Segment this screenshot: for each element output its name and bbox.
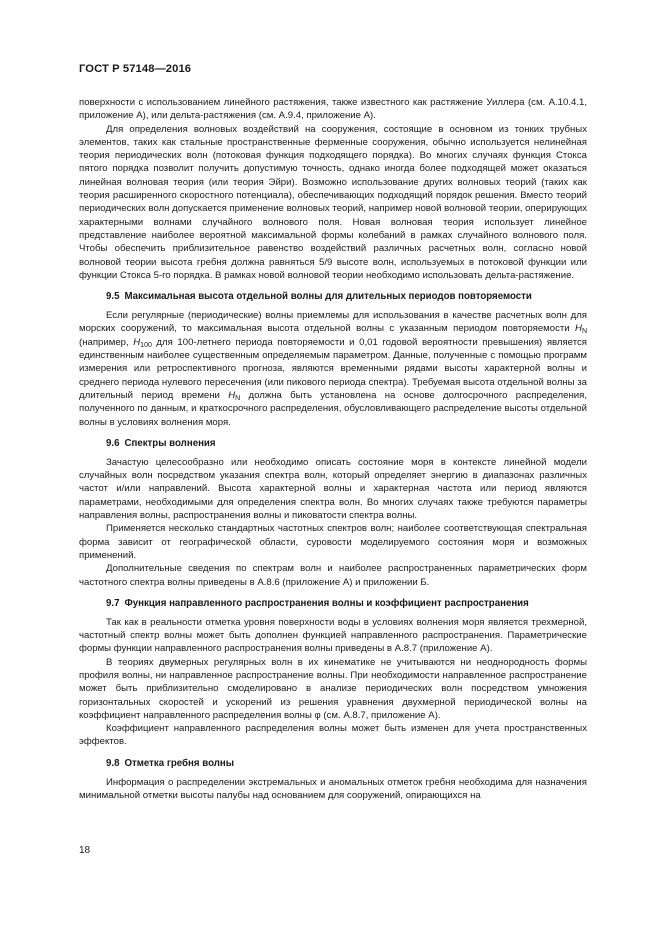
text-run: (например,	[79, 336, 134, 348]
math-symbol: H	[133, 336, 141, 348]
document-header: ГОСТ Р 57148—2016	[79, 63, 192, 75]
section-title: Отметка гребня волны	[124, 757, 235, 769]
paragraph: Для определения волновых воздействий на сооружения, состоящие в основном из тонких трубных элементов, таких как стальные пространственные ферменные сооружения, обычно используется нелинейная теория периодических волн (потоковая функция подходящего порядка). Во многих случаях функция Стокса пятого порядка позволит получить допустимую точность, однако иногда более подходящей может оказаться линейная волновая теория (или теория Эйри). Возможно использование других волновых теорий (таких как теория расширенного скоростного потенциала), обеспечивающих подходящий порядок решения. Вместо теорий периодических волн допускается применение волновых теорий, например новой волновой теории, оперирующих характерными волнами случайного волнового поля. Новая волновая теория использует линейное представление наиболее вероятной максимальной формы колебаний в рамках случайного волнового поля. Чтобы обеспечить приблизительное равенство воздействий различных расчетных волн, согласно новой волновой теории высота гребня должна равняться 5/9 высоте волн, используемых в потоковой функции или функции Стокса 5-го порядка. В рамках новой волновой теории необходимо использовать дельта-растяжение.	[79, 123, 588, 281]
section-number: 9.7	[106, 597, 120, 609]
section-number: 9.5	[106, 291, 120, 303]
section-heading	[79, 290, 587, 303]
section-heading	[79, 757, 587, 770]
paragraph: Так как в реальности отметка уровня поверхности воды в условиях волнения моря является трехмерной, частотный спектр волны может быть дополнен функцией направленного распространения. Параметрические формы функции направленного распространения волны приведены в А.8.7 (приложение А).	[79, 616, 587, 655]
paragraph	[79, 309, 587, 429]
paragraph: Коэффициент направленного распределения волны может быть изменен для учета пространственных эффектов.	[79, 723, 587, 748]
section-title: Функция направленного распространения волны и коэффициент распространения	[124, 597, 529, 609]
page-number: 18	[79, 845, 91, 856]
subscript: 100	[140, 341, 152, 349]
section-number: 9.6	[106, 437, 120, 449]
section-title: Спектры волнения	[124, 437, 216, 449]
paragraph: Зачастую целесообразно или необходимо описать состояние моря в контексте линейной модели случайных волн посредством указания спектра волн, который определяет энергию в диапазонах различных частот и/или направлений. Высота характерной волны и характерная частота или период являются параметрами, необходимыми для определения спектра волн. Во многих случаях также требуются параметры направления волны, распространения волны и пиковатости спектра волны.	[79, 456, 587, 522]
section-heading	[79, 437, 587, 450]
paragraph: Дополнительные сведения по спектрам волн и наиболее распространенных параметрических форм частотного спектра волны приведены в А.8.6 (приложение А) и приложении Б.	[79, 563, 587, 588]
text-run: Если регулярные (периодические) волны приемлемы для использования в качестве расчетных волн для морских сооружений, то максимальная высота отдельной волны с указанным периодом повторяемости	[79, 310, 587, 335]
document-body	[79, 96, 587, 802]
text-run: для 100-летнего периода повторяемости и 0,01 годовой вероятности превышения) является единственным наиболее существенным определяемым параметром. Данные, полученные с помощью программ измерения или ретроспективного прогноза, являются временными рядами высоты характерной волны и среднего периода нулевого пересечения (или пикового периода спектра). Требуемая высота отдельной волны за длительный период времени	[79, 336, 587, 401]
paragraph: В теориях двумерных регулярных волн в их кинематике не учитываются ни неоднородность формы профиля волны, ни направленное распространение волны. При необходимости направленное распространение может быть приблизительно смоделировано в анализе периодических волн посредством умножения горизонтальных скоростей и ускорений из решения уравнения двухмерной периодической волны на коэффициент направленного распределения волны φ (см. А.8.7, приложение А).	[79, 656, 587, 721]
section-heading	[79, 597, 587, 610]
paragraph: поверхности с использованием линейного растяжения, также известного как растяжение Уиллера (см. А.10.4.1, приложение А), или дельта-растяжения (см. А.9.4, приложение А).	[79, 97, 587, 122]
section-number: 9.8	[106, 757, 120, 769]
subscript: N	[581, 328, 587, 336]
math-symbol: H	[228, 389, 236, 401]
paragraph: Информация о распределении экстремальных и аномальных отметок гребня необходима для назначения минимальной отметки высоты палубы над основанием для сооружений, опирающихся на	[79, 776, 587, 802]
math-symbol: H	[575, 323, 582, 335]
paragraph: Применяется несколько стандартных частотных спектров волн; наиболее соответствующая спектральная форма зависит от географической области, суровости моделируемого состояния моря и возможных применений.	[79, 523, 587, 561]
subscript: N	[235, 394, 241, 402]
section-title: Максимальная высота отдельной волны для длительных периодов повторяемости	[124, 291, 532, 303]
text-run: должна быть установлена на основе долгосрочного распределения, полученного по данным, и краткосрочного распределения, обусловливающего распределение высоты отдельной волны в условиях волнения моря.	[79, 389, 587, 428]
